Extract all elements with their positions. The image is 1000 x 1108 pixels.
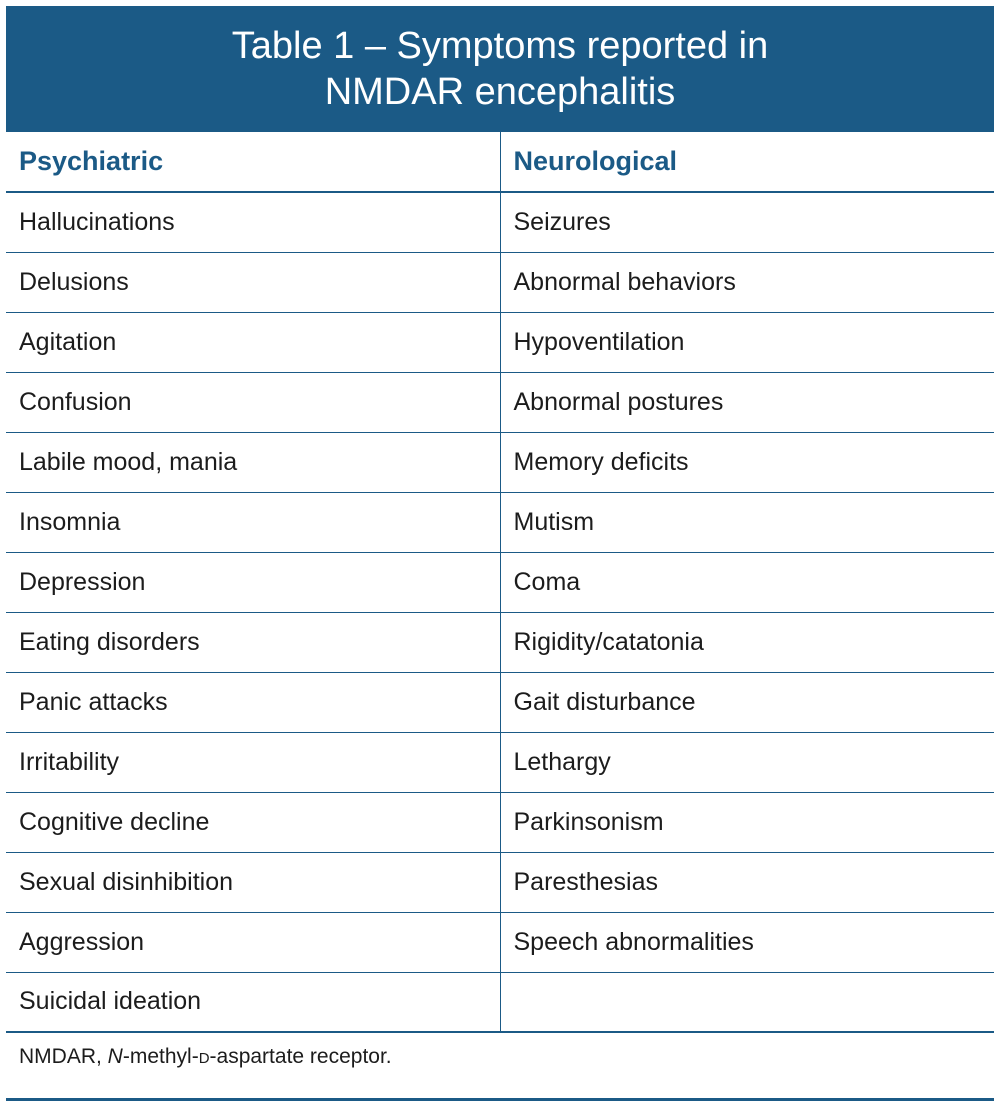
neurological-cell: Paresthesias (500, 852, 994, 912)
psychiatric-cell: Hallucinations (6, 192, 500, 252)
psychiatric-cell: Confusion (6, 372, 500, 432)
neurological-cell: Gait disturbance (500, 672, 994, 732)
psychiatric-cell: Agitation (6, 312, 500, 372)
psychiatric-cell: Delusions (6, 252, 500, 312)
table-row (6, 852, 994, 912)
table-row (6, 192, 994, 252)
table-row (6, 552, 994, 612)
table-row (6, 912, 994, 972)
psychiatric-cell: Cognitive decline (6, 792, 500, 852)
table-row (6, 672, 994, 732)
neurological-cell: Abnormal postures (500, 372, 994, 432)
neurological-cell: Lethargy (500, 732, 994, 792)
symptoms-table (6, 132, 994, 1033)
symptoms-table-container (6, 132, 994, 1033)
table-row (6, 492, 994, 552)
table-row (6, 312, 994, 372)
table-row (6, 432, 994, 492)
table-row (6, 252, 994, 312)
table-header-row (6, 132, 994, 192)
table-row (6, 792, 994, 852)
table-row (6, 612, 994, 672)
footnote-italic-n: N (107, 1045, 123, 1068)
neurological-cell: Coma (500, 552, 994, 612)
neurological-cell (500, 972, 994, 1032)
footnote-smallcaps-d: d (198, 1045, 210, 1068)
footnote-suffix: -aspartate receptor. (209, 1045, 392, 1068)
psychiatric-cell: Depression (6, 552, 500, 612)
psychiatric-cell: Irritability (6, 732, 500, 792)
neurological-cell: Memory deficits (500, 432, 994, 492)
table-row (6, 732, 994, 792)
table-row (6, 372, 994, 432)
neurological-cell: Speech abnormalities (500, 912, 994, 972)
table-title-bar (6, 6, 994, 132)
neurological-cell: Hypoventilation (500, 312, 994, 372)
neurological-cell: Seizures (500, 192, 994, 252)
neurological-cell: Rigidity/catatonia (500, 612, 994, 672)
psychiatric-cell: Labile mood, mania (6, 432, 500, 492)
psychiatric-cell: Suicidal ideation (6, 972, 500, 1032)
psychiatric-cell: Aggression (6, 912, 500, 972)
psychiatric-cell: Eating disorders (6, 612, 500, 672)
bottom-divider (6, 1098, 994, 1101)
psychiatric-cell: Sexual disinhibition (6, 852, 500, 912)
column-header-psychiatric: Psychiatric (6, 132, 500, 192)
table-title: Table 1 – Symptoms reported in NMDAR encephalitis (231, 25, 769, 113)
table-row (6, 972, 994, 1032)
neurological-cell: Mutism (500, 492, 994, 552)
psychiatric-cell: Panic attacks (6, 672, 500, 732)
footnote-prefix: NMDAR, (19, 1045, 108, 1068)
neurological-cell: Abnormal behaviors (500, 252, 994, 312)
column-header-neurological: Neurological (500, 132, 994, 192)
table-footnote (19, 1045, 392, 1069)
footnote-middle: -methyl- (122, 1045, 199, 1068)
psychiatric-cell: Insomnia (6, 492, 500, 552)
neurological-cell: Parkinsonism (500, 792, 994, 852)
